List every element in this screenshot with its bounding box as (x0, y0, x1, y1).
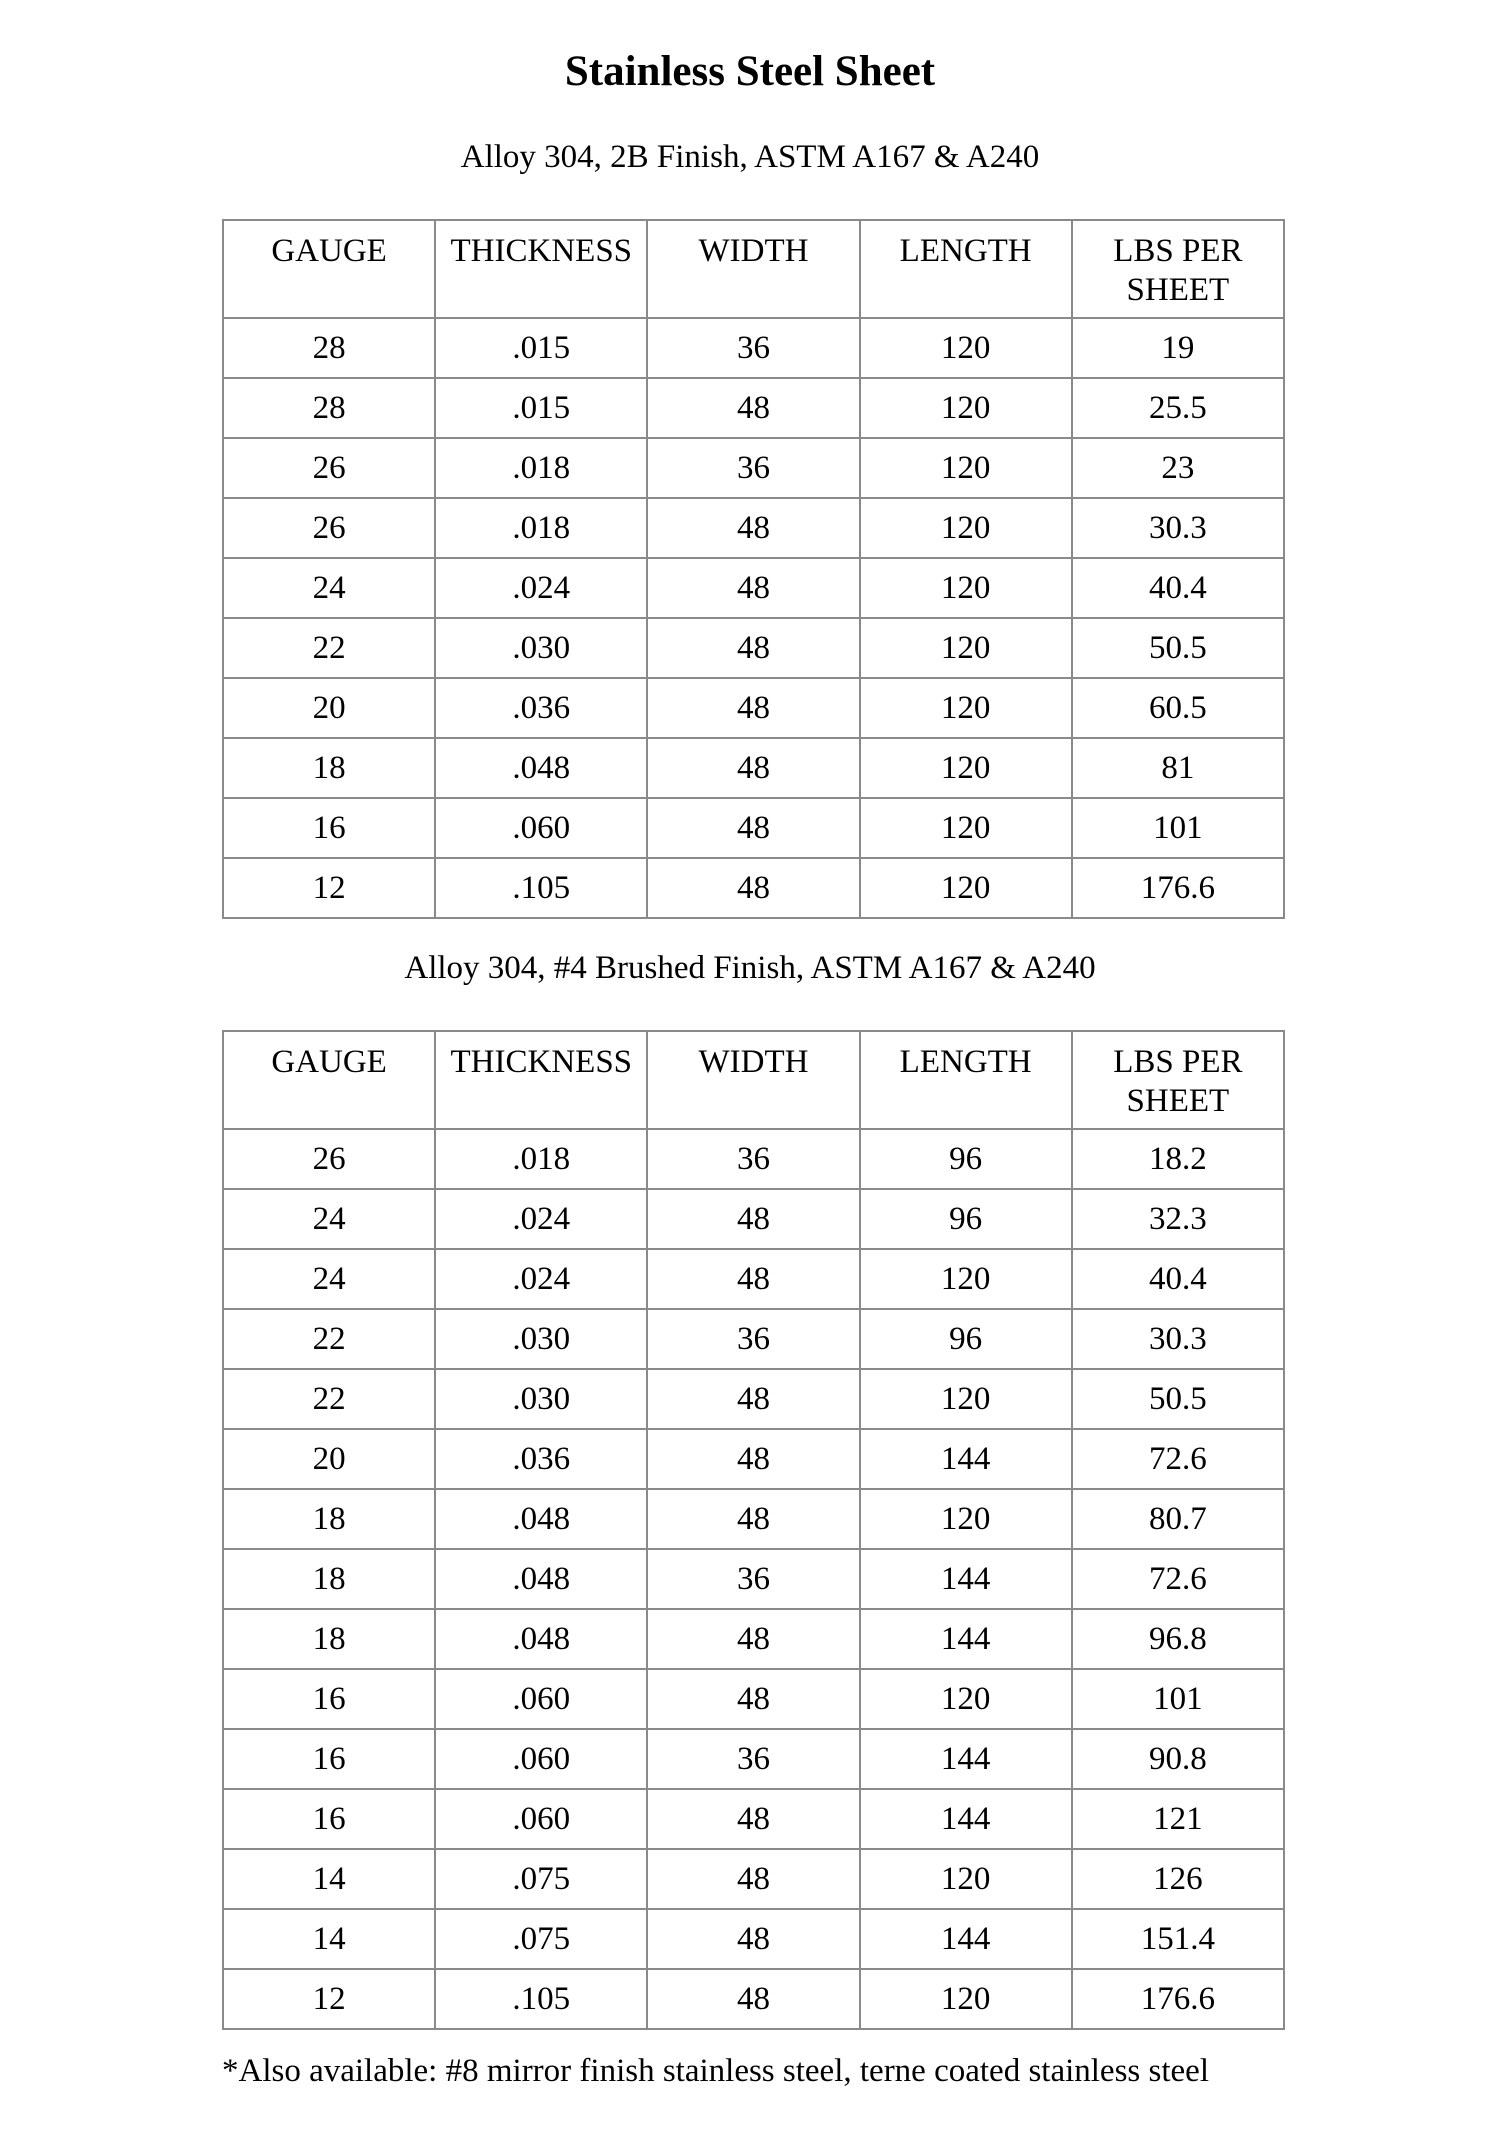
table-cell: 120 (860, 738, 1072, 798)
table-cell: 28 (223, 378, 435, 438)
table-cell: 23 (1072, 438, 1284, 498)
table-row (223, 438, 1284, 498)
table-cell: .036 (435, 1429, 647, 1489)
table-cell: 48 (647, 378, 859, 438)
table-cell: 48 (647, 558, 859, 618)
table-cell: .060 (435, 1729, 647, 1789)
table-cell: 120 (860, 618, 1072, 678)
table-cell: 144 (860, 1549, 1072, 1609)
table-cell: .018 (435, 438, 647, 498)
table-cell: .030 (435, 618, 647, 678)
column-header: GAUGE (223, 1031, 435, 1129)
table-cell: 90.8 (1072, 1729, 1284, 1789)
table-cell: 151.4 (1072, 1909, 1284, 1969)
table-cell: 40.4 (1072, 558, 1284, 618)
table-cell: 120 (860, 1489, 1072, 1549)
table-cell: 120 (860, 1669, 1072, 1729)
table-cell: 16 (223, 798, 435, 858)
table-cell: .024 (435, 558, 647, 618)
table-cell: 80.7 (1072, 1489, 1284, 1549)
table-cell: 96 (860, 1189, 1072, 1249)
table-cell: 48 (647, 1189, 859, 1249)
column-header: GAUGE (223, 220, 435, 318)
table-row (223, 1129, 1284, 1189)
table-header-row (223, 220, 1284, 318)
table-cell: 16 (223, 1729, 435, 1789)
table-cell: .036 (435, 678, 647, 738)
table-cell: 176.6 (1072, 858, 1284, 918)
table-cell: 176.6 (1072, 1969, 1284, 2029)
table-cell: 14 (223, 1849, 435, 1909)
table-cell: 120 (860, 1249, 1072, 1309)
table-cell: 48 (647, 1789, 859, 1849)
table-cell: 40.4 (1072, 1249, 1284, 1309)
table-cell: .024 (435, 1249, 647, 1309)
table-row (223, 558, 1284, 618)
column-header: WIDTH (647, 1031, 859, 1129)
table-cell: 18 (223, 1609, 435, 1669)
table-row (223, 1849, 1284, 1909)
table-cell: 16 (223, 1669, 435, 1729)
column-header: LENGTH (860, 1031, 1072, 1129)
table-row (223, 858, 1284, 918)
table-cell: 126 (1072, 1849, 1284, 1909)
table-cell: 12 (223, 1969, 435, 2029)
table-row (223, 1669, 1284, 1729)
table-cell: .060 (435, 1789, 647, 1849)
table-cell: 20 (223, 678, 435, 738)
table-cell: 144 (860, 1429, 1072, 1489)
table-cell: 48 (647, 1369, 859, 1429)
table-cell: 120 (860, 318, 1072, 378)
table-cell: 18 (223, 1489, 435, 1549)
table-cell: 32.3 (1072, 1189, 1284, 1249)
table-cell: 25.5 (1072, 378, 1284, 438)
table-cell: 48 (647, 1429, 859, 1489)
table-cell: 18 (223, 738, 435, 798)
table-cell: 30.3 (1072, 498, 1284, 558)
table-cell: 144 (860, 1609, 1072, 1669)
table-cell: 26 (223, 498, 435, 558)
table-2b-finish (222, 219, 1285, 919)
table-cell: .015 (435, 378, 647, 438)
table-cell: 36 (647, 1549, 859, 1609)
table-cell: 24 (223, 1249, 435, 1309)
table-cell: 48 (647, 1249, 859, 1309)
footnote: *Also available: #8 mirror finish stainless steel, terne coated stainless steel (222, 2053, 1209, 2089)
table-cell: 48 (647, 1609, 859, 1669)
table-cell: 36 (647, 1309, 859, 1369)
table-row (223, 1729, 1284, 1789)
table-cell: 120 (860, 378, 1072, 438)
table-cell: 48 (647, 858, 859, 918)
table-row (223, 1489, 1284, 1549)
table-cell: 120 (860, 438, 1072, 498)
table-cell: 18.2 (1072, 1129, 1284, 1189)
table-cell: 96 (860, 1309, 1072, 1369)
table-cell: .015 (435, 318, 647, 378)
table-cell: 144 (860, 1729, 1072, 1789)
table-row (223, 378, 1284, 438)
table-cell: 28 (223, 318, 435, 378)
table-row (223, 1789, 1284, 1849)
table-cell: 144 (860, 1909, 1072, 1969)
table-row (223, 318, 1284, 378)
table-cell: .048 (435, 1609, 647, 1669)
section-subtitle-2b-finish: Alloy 304, 2B Finish, ASTM A167 & A240 (460, 139, 1040, 175)
table-cell: 48 (647, 1909, 859, 1969)
table-cell: 120 (860, 558, 1072, 618)
column-header: THICKNESS (435, 220, 647, 318)
table-row (223, 1909, 1284, 1969)
column-header: WIDTH (647, 220, 859, 318)
table-cell: .105 (435, 1969, 647, 2029)
table-cell: 48 (647, 1669, 859, 1729)
table-cell: 30.3 (1072, 1309, 1284, 1369)
table-cell: 101 (1072, 798, 1284, 858)
table-row (223, 798, 1284, 858)
table-cell: .060 (435, 798, 647, 858)
table-cell: 22 (223, 1309, 435, 1369)
table-cell: 24 (223, 1189, 435, 1249)
table-row (223, 1189, 1284, 1249)
table-cell: 72.6 (1072, 1429, 1284, 1489)
table-cell: 60.5 (1072, 678, 1284, 738)
table-cell: .024 (435, 1189, 647, 1249)
section-subtitle-brushed-finish: Alloy 304, #4 Brushed Finish, ASTM A167 & A240 (404, 950, 1096, 986)
column-header: LBS PER SHEET (1072, 1031, 1284, 1129)
table-cell: .030 (435, 1309, 647, 1369)
table-cell: 48 (647, 1849, 859, 1909)
table-cell: 14 (223, 1909, 435, 1969)
table-cell: 16 (223, 1789, 435, 1849)
table-brushed-finish (222, 1030, 1285, 2030)
table-cell: 12 (223, 858, 435, 918)
table-cell: 48 (647, 738, 859, 798)
table-cell: 48 (647, 1489, 859, 1549)
table-cell: 48 (647, 678, 859, 738)
table-cell: .018 (435, 498, 647, 558)
column-header: LBS PER SHEET (1072, 220, 1284, 318)
table-cell: 120 (860, 678, 1072, 738)
table-cell: 20 (223, 1429, 435, 1489)
table-cell: 121 (1072, 1789, 1284, 1849)
table-header-row (223, 1031, 1284, 1129)
table-cell: 96 (860, 1129, 1072, 1189)
table-cell: 120 (860, 1849, 1072, 1909)
table-cell: 48 (647, 1969, 859, 2029)
table-cell: 19 (1072, 318, 1284, 378)
table-row (223, 1369, 1284, 1429)
table-cell: 36 (647, 438, 859, 498)
table-cell: 26 (223, 1129, 435, 1189)
table-cell: 48 (647, 498, 859, 558)
table-cell: 22 (223, 618, 435, 678)
table-row (223, 1429, 1284, 1489)
table-cell: 101 (1072, 1669, 1284, 1729)
table-cell: .075 (435, 1849, 647, 1909)
column-header: LENGTH (860, 220, 1072, 318)
table-cell: 96.8 (1072, 1609, 1284, 1669)
table-row (223, 498, 1284, 558)
table-cell: .018 (435, 1129, 647, 1189)
table-cell: 120 (860, 1969, 1072, 2029)
table-row (223, 678, 1284, 738)
table-cell: 36 (647, 1729, 859, 1789)
table-cell: .048 (435, 738, 647, 798)
table-cell: 48 (647, 798, 859, 858)
table-cell: 120 (860, 858, 1072, 918)
table-cell: 22 (223, 1369, 435, 1429)
table-cell: 81 (1072, 738, 1284, 798)
page-title: Stainless Steel Sheet (564, 48, 936, 95)
table-row (223, 1249, 1284, 1309)
table-cell: 120 (860, 498, 1072, 558)
table-cell: 26 (223, 438, 435, 498)
table-cell: 18 (223, 1549, 435, 1609)
table-row (223, 1309, 1284, 1369)
table-row (223, 1969, 1284, 2029)
table-cell: 120 (860, 1369, 1072, 1429)
table-cell: .105 (435, 858, 647, 918)
table-cell: 144 (860, 1789, 1072, 1849)
table-cell: .060 (435, 1669, 647, 1729)
table-cell: 36 (647, 1129, 859, 1189)
table-cell: .030 (435, 1369, 647, 1429)
table-cell: 50.5 (1072, 1369, 1284, 1429)
table-cell: 24 (223, 558, 435, 618)
table-row (223, 1549, 1284, 1609)
table-cell: 36 (647, 318, 859, 378)
table-cell: .048 (435, 1549, 647, 1609)
table-cell: 72.6 (1072, 1549, 1284, 1609)
table-row (223, 618, 1284, 678)
table-cell: .048 (435, 1489, 647, 1549)
table-cell: 120 (860, 798, 1072, 858)
table-cell: 50.5 (1072, 618, 1284, 678)
table-row (223, 1609, 1284, 1669)
table-cell: 48 (647, 618, 859, 678)
column-header: THICKNESS (435, 1031, 647, 1129)
table-row (223, 738, 1284, 798)
table-cell: .075 (435, 1909, 647, 1969)
